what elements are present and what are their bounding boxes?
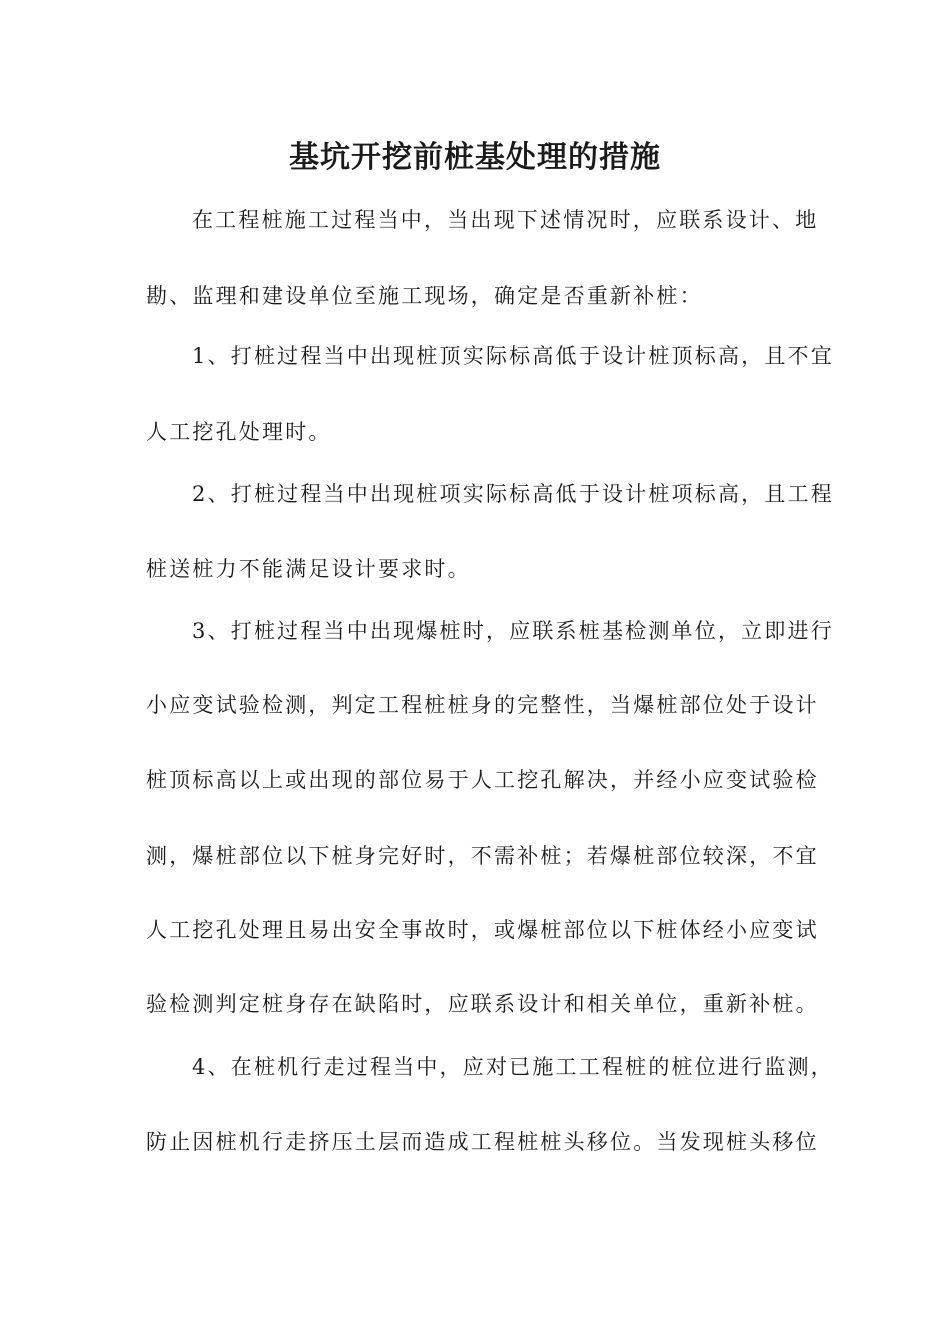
paragraph-line: 人工挖孔处理且易出安全事故时，或爆桩部位以下桩体经小应变试 <box>146 918 819 942</box>
paragraph-line: 4、在桩机行走过程当中，应对已施工工程桩的桩位进行监测， <box>192 1055 834 1079</box>
paragraph-line: 桩顶标高以上或出现的部位易于人工挖孔解决，并经小应变试验检 <box>146 768 819 792</box>
document-title: 基坑开挖前桩基处理的措施 <box>289 140 661 175</box>
paragraph-line: 2、打桩过程当中出现桩项实际标高低于设计桩项标高，且工程 <box>192 482 834 506</box>
paragraph-line: 测，爆桩部位以下桩身完好时，不需补桩；若爆桩部位较深，不宜 <box>146 844 819 868</box>
paragraph-line: 1、打桩过程当中出现桩顶实际标高低于设计桩顶标高，且不宜 <box>192 344 834 368</box>
paragraph-line: 人工挖孔处理时。 <box>146 420 332 444</box>
paragraph-line: 验检测判定桩身存在缺陷时，应联系设计和相关单位，重新补桩。 <box>146 992 819 1016</box>
paragraph-line: 勘、监理和建设单位至施工现场，确定是否重新补桩： <box>146 284 703 308</box>
paragraph-line: 3、打桩过程当中出现爆桩时，应联系桩基检测单位，立即进行 <box>192 619 834 643</box>
paragraph-line: 小应变试验检测，判定工程桩桩身的完整性，当爆桩部位处于设计 <box>146 693 819 717</box>
paragraph-line: 桩送桩力不能满足设计要求时。 <box>146 557 471 581</box>
paragraph-line: 在工程桩施工过程当中，当出现下述情况时，应联系设计、地 <box>192 208 819 232</box>
paragraph-line: 防止因桩机行走挤压土层而造成工程桩桩头移位。当发现桩头移位 <box>146 1130 819 1154</box>
